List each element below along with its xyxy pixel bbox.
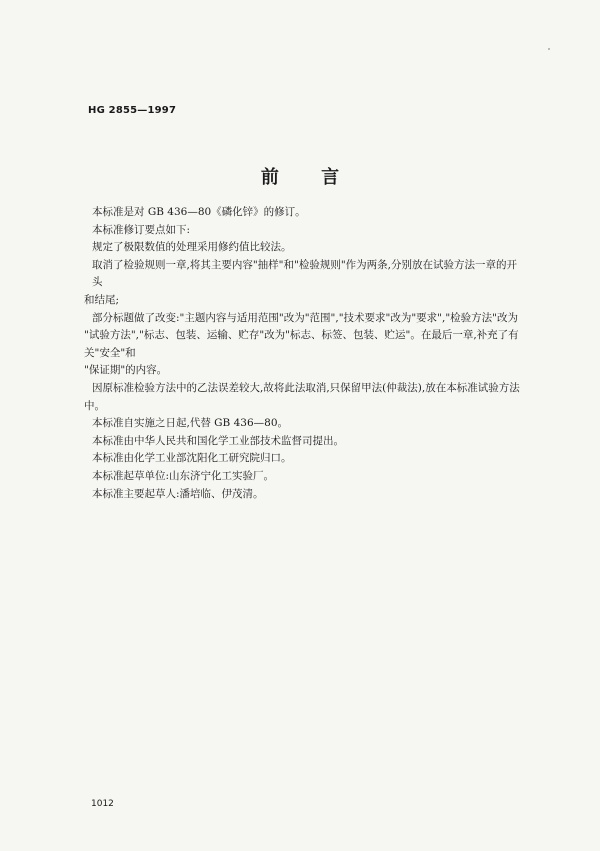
paragraph [92,415,522,433]
page-title [0,163,600,189]
paragraph-line: 和结尾; [84,293,120,306]
paragraph [92,239,522,257]
paragraph-line: 中。 [84,399,105,412]
title-part-1: 前 [260,167,279,188]
paragraph [92,204,522,222]
paragraph-line: 因原标准检验方法中的乙法误差较大,故将此法取消,只保留甲法(仲裁法),放在本标准试验方法 [92,381,520,394]
paragraph [84,380,522,415]
paragraph-line: 本标准自实施之日起,代替 GB 436—80。 [92,417,289,430]
paragraph-line: 本标准由中华人民共和国化学工业部技术监督司提出。 [92,434,344,447]
page-number: 1012 [91,799,114,809]
paragraph [92,486,522,504]
paragraph [84,257,522,310]
title-part-2: 言 [321,167,340,188]
paragraph [92,222,522,240]
paragraph [92,450,522,468]
preface-body [84,204,522,503]
standard-number: HG 2855—1997 [88,105,177,116]
paragraph-line: "保证期"的内容。 [84,364,168,377]
paragraph-line: 本标准主要起草人:潘培临、伊茂清。 [92,487,264,500]
paragraph-line: 本标准起草单位:山东济宁化工实验厂。 [92,469,275,482]
paragraph-line: 部分标题做了改变:"主题内容与适用范围"改为"范围","技术要求"改为"要求","检验方法"改为 [92,311,519,324]
paragraph-line: 本标准由化学工业部沈阳化工研究院归口。 [92,452,292,465]
paragraph [92,433,522,451]
paragraph-line: 本标准是对 GB 436—80《磷化锌》的修订。 [92,206,306,218]
paragraph-line: 规定了极限数值的处理采用修约值比较法。 [92,241,292,254]
paragraph [92,468,522,486]
scan-dot [548,48,550,50]
paragraph-line: 本标准修订要点如下: [92,223,191,236]
paragraph-line: "试验方法","标志、包装、运输、贮存"改为"标志、标签、包装、贮运"。在最后一章,补充了有关"安全"和 [84,329,519,359]
paragraph [84,310,522,380]
paragraph-line: 取消了检验规则一章,将其主要内容"抽样"和"检验规则"作为两条,分别放在试验方法一章的开头 [92,258,517,289]
